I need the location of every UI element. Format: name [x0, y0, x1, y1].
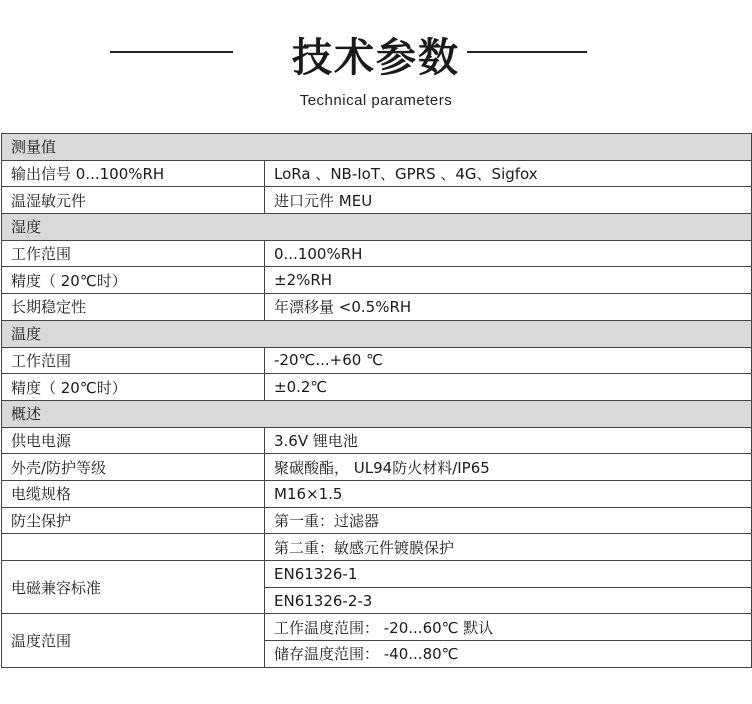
table-row — [2, 267, 752, 294]
parameter-label: 温度范围 — [2, 614, 265, 667]
section-header: 概述 — [2, 400, 752, 427]
title-divider-right — [467, 51, 587, 53]
parameter-value: M16×1.5 — [265, 480, 752, 507]
parameter-label: 温湿敏元件 — [2, 187, 265, 214]
parameter-value: 工作温度范围： -20...60℃ 默认 — [265, 614, 752, 641]
parameter-value: LoRa 、NB-IoT、GPRS 、4G、Sigfox — [265, 160, 752, 187]
section-header-row — [2, 400, 752, 427]
table-row — [2, 614, 752, 641]
section-header: 湿度 — [2, 214, 752, 241]
parameter-value: 第二重：敏感元件镀膜保护 — [265, 534, 752, 561]
table-row — [2, 480, 752, 507]
parameter-value: EN61326-1 — [265, 561, 752, 588]
parameter-label: 精度（ 20℃时） — [2, 267, 265, 294]
table-row — [2, 427, 752, 454]
table-row — [2, 240, 752, 267]
parameter-value: -20℃...+60 ℃ — [265, 347, 752, 374]
parameter-value: ±2%RH — [265, 267, 752, 294]
parameter-label: 电缆规格 — [2, 480, 265, 507]
parameter-label: 精度（ 20℃时） — [2, 374, 265, 401]
table-row — [2, 374, 752, 401]
section-header: 测量值 — [2, 134, 752, 161]
table-row — [2, 187, 752, 214]
parameter-label: 防尘保护 — [2, 507, 265, 534]
page-title: 技术参数 — [292, 35, 460, 81]
parameter-label: 外壳/防护等级 — [2, 454, 265, 481]
parameter-label: 输出信号 0...100%RH — [2, 160, 265, 187]
spec-table — [1, 133, 752, 668]
table-row — [2, 294, 752, 321]
parameter-value: 年漂移量 <0.5%RH — [265, 294, 752, 321]
table-row — [2, 454, 752, 481]
page-subtitle: Technical parameters — [299, 92, 453, 109]
table-row — [2, 561, 752, 588]
section-header-row — [2, 214, 752, 241]
parameter-label: 长期稳定性 — [2, 294, 265, 321]
parameter-value: 3.6V 锂电池 — [265, 427, 752, 454]
parameter-value: 聚碳酸酯， UL94防火材料/IP65 — [265, 454, 752, 481]
parameter-value: EN61326-2-3 — [265, 587, 752, 614]
parameter-label: 电磁兼容标准 — [2, 561, 265, 614]
parameter-label: 供电电源 — [2, 427, 265, 454]
table-row — [2, 160, 752, 187]
title-row — [0, 22, 752, 82]
section-header: 温度 — [2, 320, 752, 347]
parameter-value: 0...100%RH — [265, 240, 752, 267]
table-row — [2, 534, 752, 561]
section-header-row — [2, 320, 752, 347]
table-row — [2, 347, 752, 374]
parameter-value: 第一重：过滤器 — [265, 507, 752, 534]
parameter-value: 进口元件 MEU — [265, 187, 752, 214]
parameter-label: 工作范围 — [2, 347, 265, 374]
table-row — [2, 507, 752, 534]
parameter-value: 储存温度范围： -40...80℃ — [265, 641, 752, 668]
parameter-label — [2, 534, 265, 561]
section-header-row — [2, 134, 752, 161]
parameter-label: 工作范围 — [2, 240, 265, 267]
parameter-value: ±0.2℃ — [265, 374, 752, 401]
